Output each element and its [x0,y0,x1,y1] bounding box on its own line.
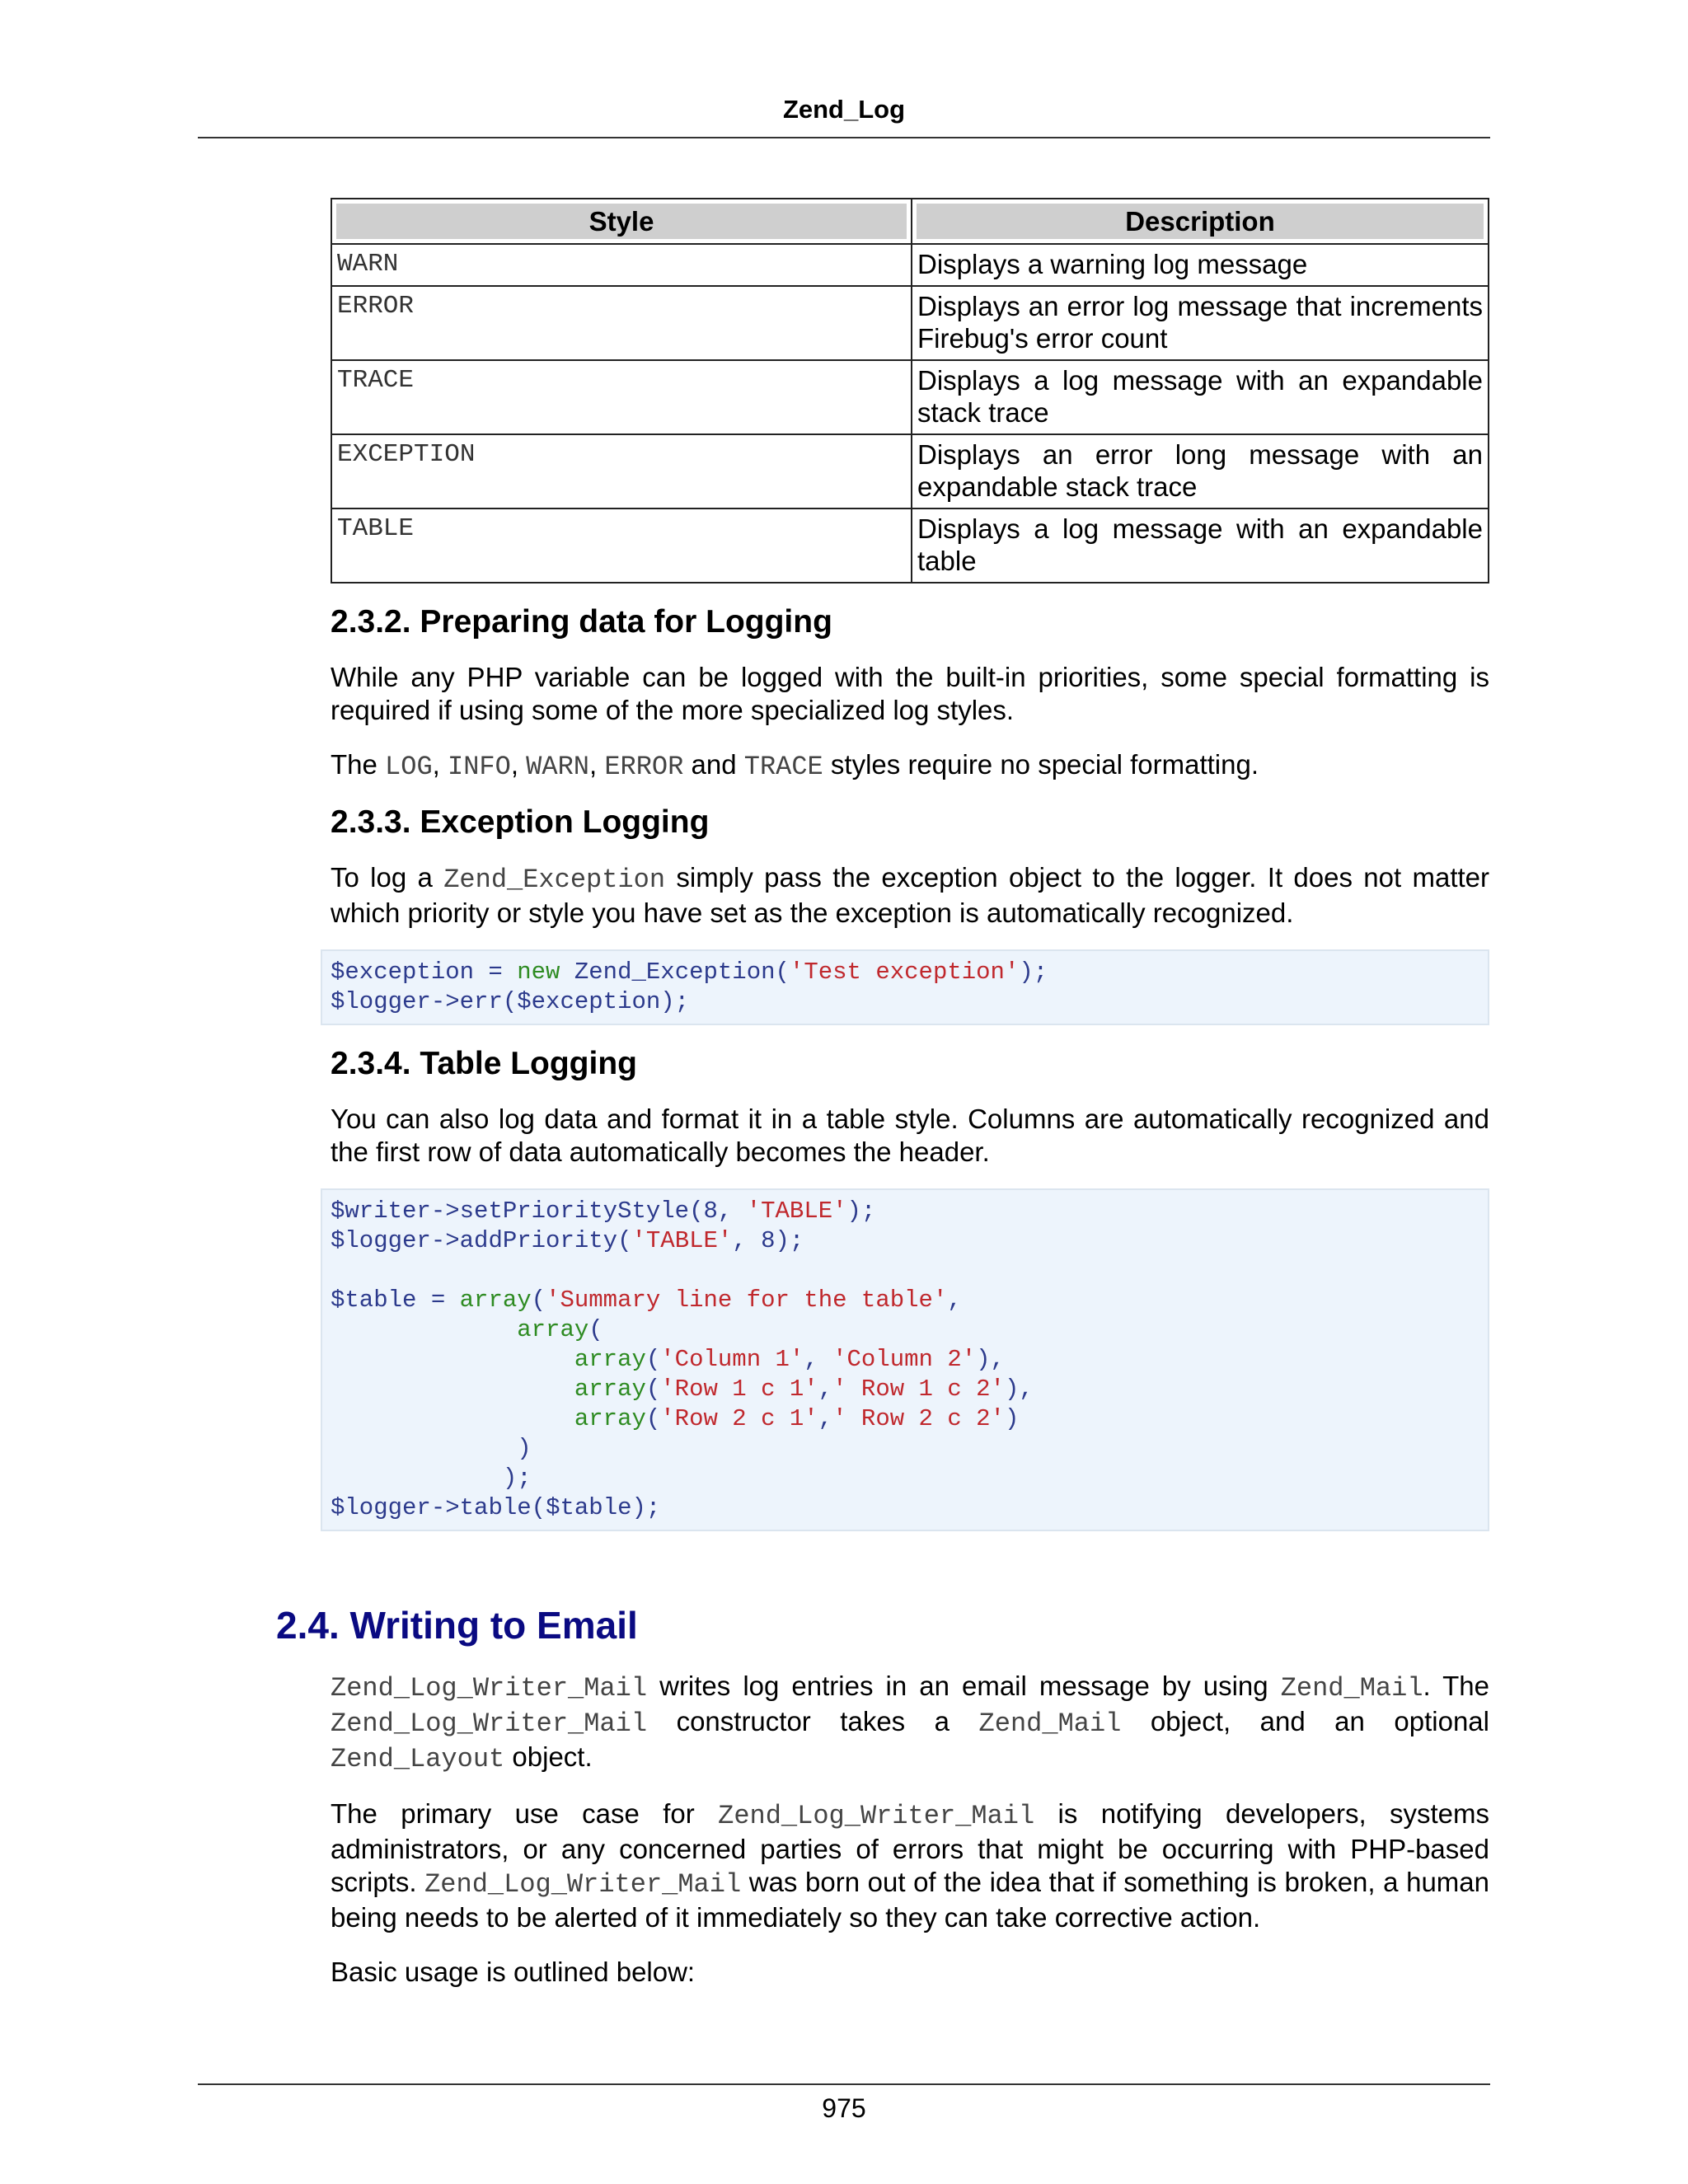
table-row [331,360,1489,434]
code-line: array('Row 1 c 1',' Row 1 c 2'), [574,1376,1034,1403]
code-line: $logger->table($table); [331,1494,661,1521]
inline-code: Zend_Mail [978,1708,1122,1739]
paragraph: To log a Zend_Exception simply pass the exception object to the logger. It does not matter which priority or style you have set as the exception is automatically recognized. [331,862,1490,928]
inline-code: LOG [385,752,433,782]
paragraph: Zend_Log_Writer_Mail writes log entries in an email message by using Zend_Mail. The Zend_Log_Writer_Mail constructor takes a Zend_Mail object, and an optional Zend_Layout object. [331,1671,1489,1774]
paragraph: The LOG, INFO, WARN, ERROR and TRACE styles require no special formatting. [331,749,1259,782]
styles-table [331,198,1489,583]
style-cell: TABLE [331,509,912,583]
inline-code: Zend_Log_Writer_Mail [424,1869,742,1900]
code-line: array( [517,1316,603,1343]
description-cell: Displays a warning log message [912,244,1489,286]
style-cell: EXCEPTION [331,434,912,509]
style-cell: TRACE [331,360,912,434]
description-cell: Displays an error log message that increments Firebug's error count [912,286,1489,360]
code-line: ) [331,1435,532,1462]
style-cell: ERROR [331,286,912,360]
code-line: $writer->setPriorityStyle(8, 'TABLE'); [331,1197,876,1225]
section-heading-2-4: 2.4. Writing to Email [276,1604,638,1647]
footer-rule [198,2083,1490,2085]
paragraph: The primary use case for Zend_Log_Writer_Mail is notifying developers, systems administrators, or any concerned parties of errors that might be occurring with PHP-based scripts. Zend_Log_Writer_Mail was born out of the idea that if something is broken, a human being needs to be alerted of it immediately so they can take corrective action. [331,1798,1489,1933]
code-line: $table = array('Summary line for the table', [331,1286,962,1314]
style-cell: WARN [331,244,912,286]
code-line: array('Row 2 c 1',' Row 2 c 2') [574,1405,1020,1432]
code-block-table [321,1188,1489,1531]
page-number: 975 [822,2093,866,2123]
table-row [331,244,1489,286]
inline-code: Zend_Exception [443,865,666,895]
paragraph: You can also log data and format it in a table style. Columns are automatically recognized and the first row of data automatically becomes the header. [331,1104,1489,1167]
inline-code: WARN [526,752,589,782]
inline-code: Zend_Layout [331,1744,505,1774]
table-row [331,286,1489,360]
table-header-style: Style [331,199,912,244]
table-header-row [331,199,1489,244]
section-heading-2-3-2: 2.3.2. Preparing data for Logging [331,604,832,640]
email-section [331,1670,1489,1989]
paragraph: While any PHP variable can be logged with the built-in priorities, some special formatting is required if using some of the more specialized log styles. [331,662,1489,725]
header-rule [198,137,1490,138]
table-row [331,434,1489,509]
running-header: Zend_Log [782,95,906,124]
code-line: $logger->addPriority('TABLE', 8); [331,1227,804,1254]
inline-code: INFO [448,752,511,782]
table-header-description: Description [912,199,1489,244]
inline-code: ERROR [604,752,684,782]
paragraph: Basic usage is outlined below: [331,1957,696,1987]
description-cell: Displays a log message with an expandable table [912,509,1489,583]
main-content [331,198,1489,1531]
description-cell: Displays an error long message with an expandable stack trace [912,434,1489,509]
table-row [331,509,1489,583]
code-block-exception: $exception = new Zend_Exception('Test exception'); $logger->err($exception); [321,949,1489,1025]
inline-code: Zend_Log_Writer_Mail [331,1708,648,1739]
section-heading-2-3-3: 2.3.3. Exception Logging [331,804,710,840]
description-cell: Displays a log message with an expandable stack trace [912,360,1489,434]
section-heading-2-3-4: 2.3.4. Table Logging [331,1046,637,1081]
inline-code: Zend_Mail [1280,1673,1423,1704]
inline-code: Zend_Log_Writer_Mail [718,1801,1035,1831]
code-line: array('Column 1', 'Column 2'), [574,1346,1005,1373]
code-line: ); [331,1465,532,1492]
inline-code: Zend_Log_Writer_Mail [331,1673,648,1704]
inline-code: TRACE [743,752,823,782]
